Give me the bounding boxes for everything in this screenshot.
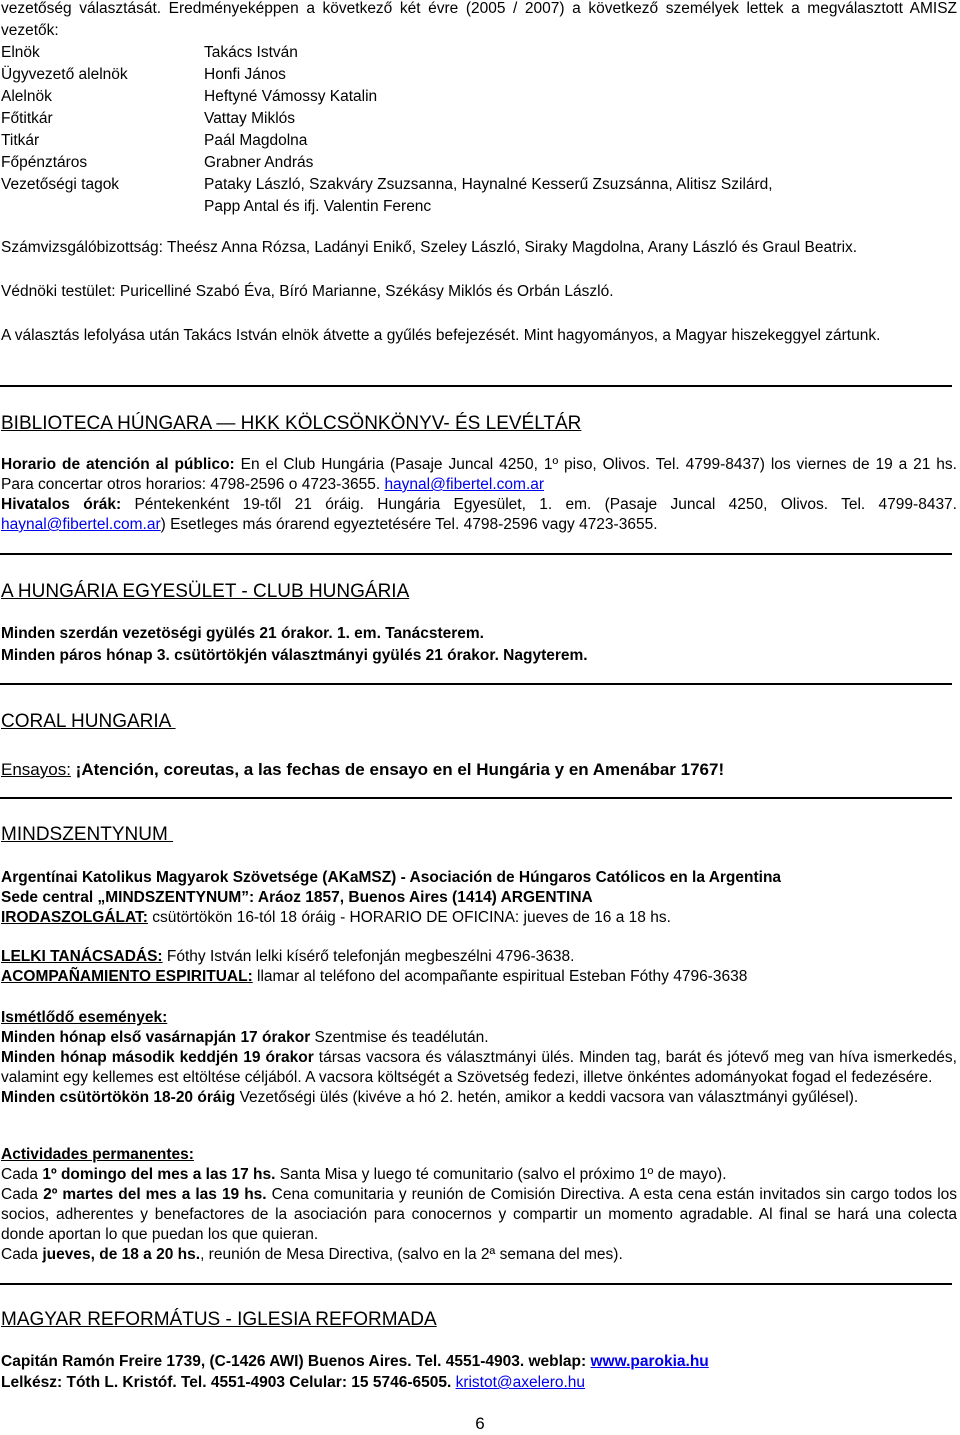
- recurring-item-bold: Minden hónap második keddjén 19 órakor: [1, 1049, 314, 1066]
- activities-label: Actividades permanentes:: [1, 1146, 194, 1163]
- pastor-text: Lelkész: Tóth L. Kristóf. Tel. 4551-4903 Celular: 15 5746-6505.: [1, 1374, 456, 1391]
- recurring-item-text: társas vacsora és választmányi ülés. Minden tag, barát és jótevő meg van híva ismerkedés, valamint egy kellemes est eltöltése céljából. A vacsora költségét a Szövetség fedezi, illetve önkéntes adományokat fogad el fedezésére.: [1, 1049, 957, 1086]
- officer-role: Ügyvezető alelnök: [1, 66, 128, 83]
- biblioteca-heading: BIBLIOTECA HÚNGARA — HKK KÖLCSÖNKÖNYV- ÉS LEVÉLTÁR: [1, 413, 582, 434]
- reformatus-address: [1, 1351, 957, 1372]
- acomp-label: ACOMPAÑAMIENTO ESPIRITUAL:: [1, 968, 253, 985]
- email-link[interactable]: haynal@fibertel.com.ar: [1, 516, 161, 533]
- activity-prefix: Cada: [1, 1166, 43, 1183]
- officer-role: Alelnök: [1, 88, 52, 105]
- sede-central: Sede central „MINDSZENTYNUM”: Aráoz 1857, Buenos Aires (1414) ARGENTINA: [1, 889, 593, 906]
- spiritual-counsel: [1, 947, 957, 987]
- lelki-text: Fóthy István lelki kísérő telefonján megbeszélni 4796-3638.: [162, 948, 575, 965]
- section-divider: [0, 683, 952, 685]
- officer-row: [1, 152, 957, 174]
- recurring-item: [1, 1028, 957, 1048]
- officer-role: Titkár: [1, 132, 40, 149]
- activity-text: , reunión de Mesa Directiva, (salvo en la 2ª semana del mes).: [200, 1246, 623, 1263]
- lelki-line: [1, 947, 957, 967]
- officer-name: Paál Magdolna: [204, 132, 308, 149]
- horario-label: Horario de atención al público:: [1, 456, 235, 473]
- hivatalos-label: Hivatalos órák:: [1, 496, 122, 513]
- officer-row: [1, 64, 957, 86]
- mindszentynum-heading: MINDSZENTYNUM: [1, 824, 174, 845]
- officer-role: Vezetőségi tagok: [1, 176, 120, 193]
- recurring-item-text: Vezetőségi ülés (kivéve a hó 2. hetén, amikor a keddi vacsora van választmányi gyűlésel).: [235, 1089, 859, 1106]
- officer-row: [1, 86, 957, 108]
- officer-row: [1, 108, 957, 130]
- office-hours: [1, 908, 957, 928]
- reformatus-info: [1, 1351, 957, 1393]
- officer-name: Pataky László, Szakváry Zsuzsanna, Haynalné Kesserű Zsuzsánna, Alitisz Szilárd,: [204, 176, 773, 193]
- acomp-text: llamar al teléfono del acompañante espiritual Esteban Fóthy 4796-3638: [252, 968, 748, 985]
- iroda-text: csütörtökön 16-tól 18 óráig - HORARIO DE OFICINA: jueves de 16 a 18 hs.: [147, 909, 671, 926]
- web-link[interactable]: www.parokia.hu: [590, 1353, 709, 1370]
- officer-row: [1, 130, 957, 152]
- email-link[interactable]: haynal@fibertel.com.ar: [384, 476, 545, 493]
- permanent-activities: [1, 1145, 957, 1265]
- audit-committee: Számvizsgálóbizottság: Theész Anna Rózsa, Ladányi Enikő, Szeley László, Siraky Magdolna, Arany László és Graul Beatrix.: [1, 239, 858, 256]
- recurring-item-bold: Minden csütörtökön 18-20 óráig: [1, 1089, 236, 1106]
- recurring-item: [1, 1088, 957, 1108]
- officer-name: Takács István: [204, 44, 298, 61]
- ensayos-text: ¡Atención, coreutas, a las fechas de ensayo en el Hungária y en Amenábar 1767!: [70, 760, 725, 779]
- recurring-item-text: Szentmise és teadélután.: [310, 1029, 489, 1046]
- election-intro: vezetőség választását. Eredményeképpen a következő két évre (2005 / 2007) a következő személyek lettek a megválasztott AMISZ vezetők:: [1, 0, 957, 39]
- officer-name: Vattay Miklós: [204, 110, 296, 127]
- club-meeting-2: Minden páros hónap 3. csütörtökjén választmányi gyülés 21 órakor. Nagyterem.: [1, 647, 588, 664]
- recurring-events: [1, 1008, 957, 1108]
- mindszentynum-info: [1, 868, 957, 928]
- iroda-label: IRODASZOLGÁLAT:: [1, 909, 148, 926]
- acomp-line: [1, 967, 957, 987]
- email-link[interactable]: kristot@axelero.hu: [455, 1374, 586, 1391]
- activity-bold: 2º martes del mes a las 19 hs.: [43, 1186, 267, 1203]
- activity-prefix: Cada: [1, 1186, 44, 1203]
- officer-role: Főtitkár: [1, 110, 53, 127]
- officer-name: Heftyné Vámossy Katalin: [204, 88, 378, 105]
- coral-ensayos: [1, 758, 957, 782]
- activity-text: Santa Misa y luego té comunitario (salvo el próximo 1º de mayo).: [275, 1166, 727, 1183]
- officer-name: Grabner András: [204, 154, 314, 171]
- horario-text: En el Club Hungária (Pasaje Juncal 4250, 1º piso, Olivos. Tel. 4799-8437) los viernes de 19 a 21 hs. Para concertar otros horarios: 4798-2596 o 4723-3655.: [1, 456, 957, 493]
- hivatalos-tail: ) Esetleges más órarend egyeztetésére Tel. 4798-2596 vagy 4723-3655.: [160, 516, 658, 533]
- officer-row: [1, 196, 957, 218]
- patrons-committee: Védnöki testület: Puricelliné Szabó Éva, Bíró Marianne, Székásy Miklós és Orbán László.: [1, 283, 614, 300]
- club-heading: A HUNGÁRIA EGYESÜLET - CLUB HUNGÁRIA: [1, 581, 410, 602]
- section-divider: [0, 385, 952, 387]
- biblioteca-hours: [1, 455, 957, 535]
- section-divider: [0, 1283, 952, 1285]
- activity-prefix: Cada: [1, 1246, 43, 1263]
- activity-bold: jueves, de 18 a 20 hs.: [42, 1246, 201, 1263]
- club-meeting-1: Minden szerdán vezetöségi gyülés 21 órakor. 1. em. Tanácsterem.: [1, 625, 484, 642]
- hivatalos-text: Péntekenként 19-től 21 óráig. Hungária Egyesület, 1. em. (Pasaje Juncal 4250, Olivos. Tel. 4799-8437.: [121, 496, 957, 513]
- officers-table: [1, 42, 957, 218]
- election-closing: A választás lefolyása után Takács István elnök átvette a gyűlés befejezését. Mint hagyományos, a Magyar hiszekeggyel zártunk.: [1, 327, 881, 344]
- section-divider: [0, 553, 952, 555]
- reformatus-pastor: [1, 1372, 957, 1393]
- officer-row: [1, 174, 957, 196]
- ensayos-label: Ensayos:: [1, 760, 71, 779]
- activity-item: [1, 1165, 957, 1185]
- activity-bold: 1º domingo del mes a las 17 hs.: [42, 1166, 276, 1183]
- officer-role: Főpénztáros: [1, 154, 88, 171]
- activity-text: Cena comunitaria y reunión de Comisión Directiva. A esta cena están invitados sin cargo todos los socios, adherentes y benefactores de la asociación para conocernos y compartir un momento agradable. Al final se hará una colecta donde aportan lo que puedan los que quieran.: [1, 1186, 958, 1243]
- coral-heading: CORAL HUNGARIA: [1, 711, 176, 732]
- address-text: Capitán Ramón Freire 1739, (C-1426 AWI) Buenos Aires. Tel. 4551-4903. weblap:: [1, 1353, 591, 1370]
- recurring-label: Ismétlődő események:: [1, 1009, 168, 1026]
- officer-role: Elnök: [1, 44, 40, 61]
- activity-item: [1, 1185, 957, 1245]
- activity-item: [1, 1245, 957, 1265]
- section-divider: [0, 797, 952, 799]
- officer-name-continued: Papp Antal és ifj. Valentin Ferenc: [204, 198, 432, 215]
- recurring-item-bold: Minden hónap első vasárnapján 17 órakor: [1, 1029, 311, 1046]
- lelki-label: LELKI TANÁCSADÁS:: [1, 948, 163, 965]
- officer-name: Honfi János: [204, 66, 286, 83]
- recurring-item: [1, 1048, 957, 1088]
- page-number: 6: [475, 1414, 485, 1433]
- reformatus-heading: MAGYAR REFORMÁTUS - IGLESIA REFORMADA: [1, 1309, 437, 1330]
- officer-row: [1, 42, 957, 64]
- org-name: Argentínai Katolikus Magyarok Szövetsége (AKaMSZ) - Asociación de Húngaros Católicos en la Argentina: [1, 869, 782, 886]
